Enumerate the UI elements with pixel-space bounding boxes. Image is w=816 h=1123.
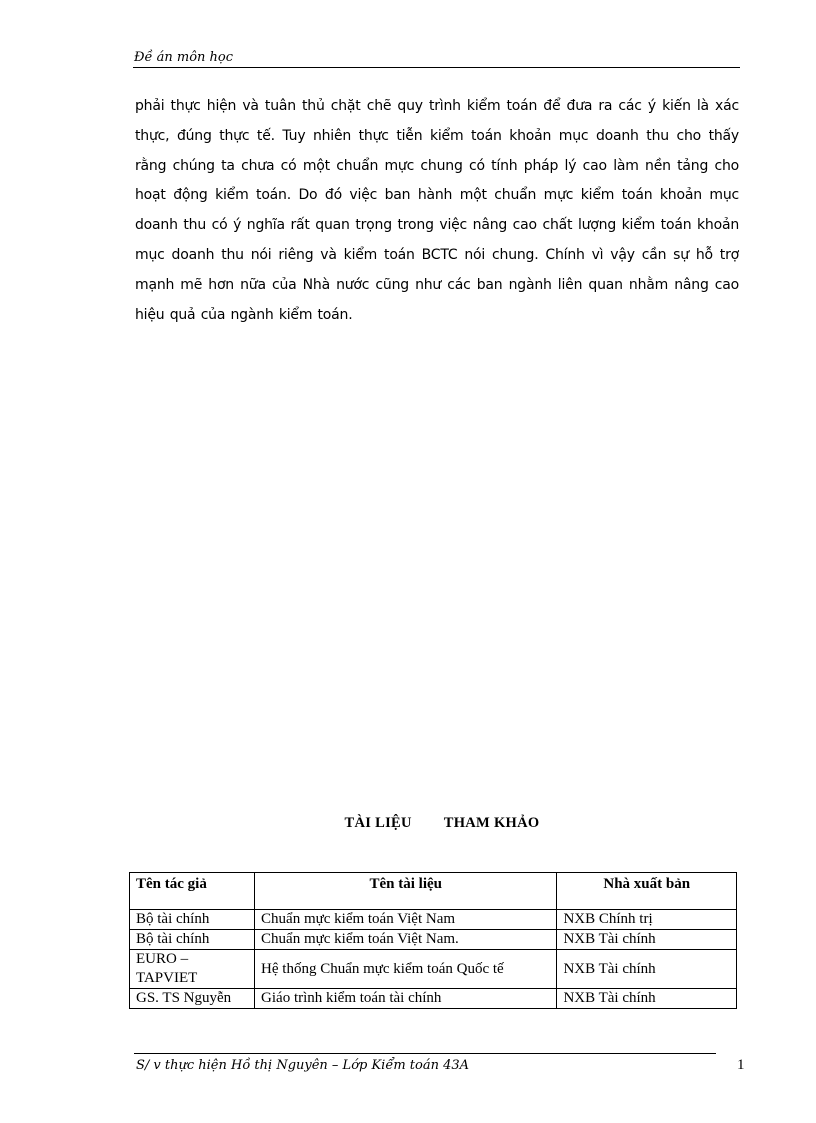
cell-publisher: NXB Tài chính <box>557 930 737 950</box>
cell-author: EURO – TAPVIET <box>130 950 255 989</box>
references-heading-part2: THAM KHẢO <box>443 815 540 831</box>
header-document: Tên tài liệu <box>255 873 557 910</box>
cell-document: Hệ thống Chuẩn mực kiểm toán Quốc tế <box>255 950 557 989</box>
cell-publisher: NXB Chính trị <box>557 910 737 930</box>
table-row <box>130 989 737 1009</box>
body-paragraph: phải thực hiện và tuân thủ chặt chẽ quy trình kiểm toán để đưa ra các ý kiến là xác thực, đúng thực tế. Tuy nhiên thực tiễn kiểm toán khoản mục doanh thu cho thấy rằng chúng ta chưa có một chuẩn mực chung có tính pháp lý cao làm nền tảng cho hoạt động kiểm toán. Do đó việc ban hành một chuẩn mực kiểm toán khoản mục doanh thu có ý nghĩa rất quan trọng trong việc nâng cao chất lượng kiểm toán khoản mục doanh thu nói riêng và kiểm toán BCTC nói chung. Chính vì vậy cần sự hỗ trợ mạnh mẽ hơn nữa của Nhà nước cũng như các ban ngành liên quan nhằm nâng cao hiệu quả của ngành kiểm toán. <box>135 98 739 323</box>
references-heading-part1: TÀI LIỆU <box>344 815 412 831</box>
table-row <box>130 910 737 930</box>
cell-author: GS. TS Nguyễn <box>130 989 255 1009</box>
cell-publisher: NXB Tài chính <box>557 989 737 1009</box>
footer-author-line: S/ v thực hiện Hồ thị Nguyên – Lớp Kiểm toán 43A <box>136 1058 470 1073</box>
cell-document: Chuẩn mực kiểm toán Việt Nam. <box>255 930 557 950</box>
cell-author: Bộ tài chính <box>130 930 255 950</box>
footer-divider <box>134 1053 716 1054</box>
page-header-title: Đề án môn học <box>134 50 234 65</box>
references-heading <box>0 815 816 832</box>
cell-publisher: NXB Tài chính <box>557 950 737 989</box>
page-number: 1 <box>737 1057 745 1073</box>
table-header-row <box>130 873 737 910</box>
table-row <box>130 950 737 989</box>
header-divider <box>133 67 740 68</box>
table-row <box>130 930 737 950</box>
cell-document: Giáo trình kiểm toán tài chính <box>255 989 557 1009</box>
header-publisher: Nhà xuất bản <box>557 873 737 910</box>
cell-author: Bộ tài chính <box>130 910 255 930</box>
header-author: Tên tác giả <box>130 873 255 910</box>
cell-document: Chuẩn mực kiểm toán Việt Nam <box>255 910 557 930</box>
references-table <box>129 872 737 1009</box>
